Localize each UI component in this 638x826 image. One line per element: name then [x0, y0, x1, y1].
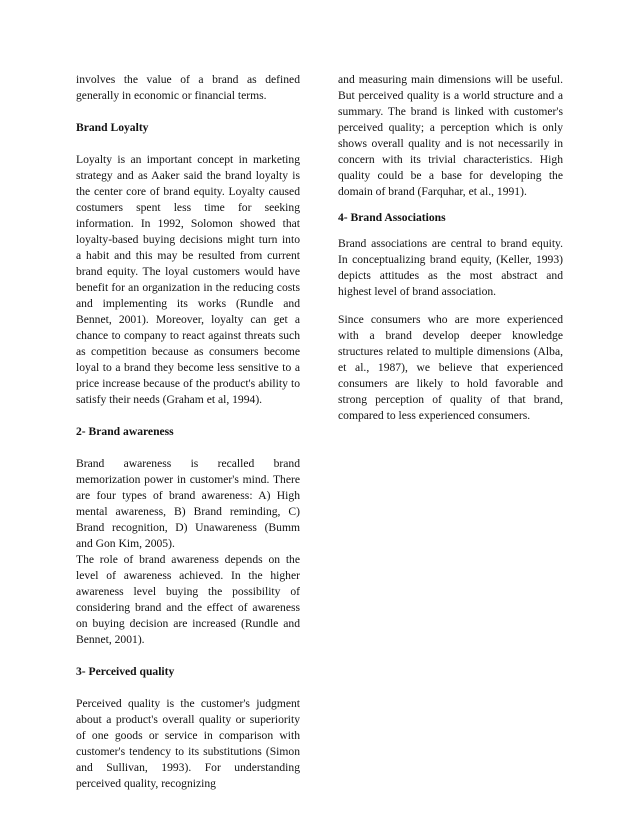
heading-brand-associations: 4- Brand Associations: [338, 211, 446, 224]
paragraph-perceived-quality: Perceived quality is the customer's judgment about a product's overall quality or superiority of one goods or service in comparison with customer's tendency to its substitutions (Simon and Sullivan, 1993). For understanding perceived quality, recognizing: [76, 697, 300, 790]
paragraph-quality-continued: and measuring main dimensions will be useful. But perceived quality is a world structure and a summary. The brand is linked with customer's perceived quality; a perception which is only shows overall quality and is not necessarily in concern with its trivial characteristics. High quality could be a base for developing the domain of brand (Farquhar, et al., 1991).: [338, 73, 563, 198]
heading-brand-loyalty: Brand Loyalty: [76, 121, 149, 134]
paragraph-brand-awareness-2: The role of brand awareness depends on the level of awareness achieved. In the higher awareness level buying the possibility of considering brand and the effect of awareness on buying decision are increased (Rundle and Bennet, 2001).: [76, 553, 300, 646]
heading-brand-awareness: 2- Brand awareness: [76, 425, 174, 438]
intro-paragraph: involves the value of a brand as defined generally in economic or financial terms.: [76, 73, 300, 102]
left-column: [76, 72, 300, 792]
right-column: [338, 72, 563, 424]
paragraph-brand-awareness-1: Brand awareness is recalled brand memorization power in customer's mind. There are four types of brand awareness: A) High mental awareness, B) Brand reminding, C) Brand recognition, D) Unawareness (Bumm and Gon Kim, 2005).: [76, 457, 300, 550]
paragraph-brand-loyalty: Loyalty is an important concept in marketing strategy and as Aaker said the brand loyalty is the center core of brand equity. Loyalty caused costumers spent less time for seeking information. In 1992, Solomon showed that loyalty-based buying decisions might turn into a habit and this may be resulted from current brand equity. The loyal customers would have benefit for an organization in the reducing costs and implementing its works (Rundle and Bennet, 2001). Moreover, loyalty can get a chance to company to react against threats such as competition because as consumers become loyal to a brand they become less sensitive to a price increase because of the product's ability to satisfy their needs (Graham et al, 1994).: [76, 153, 300, 406]
paragraph-brand-associations-2: Since consumers who are more experienced with a brand develop deeper knowledge structures related to multiple dimensions (Alba, et al., 1987), we believe that experienced consumers are likely to hold favorable and strong perception of quality of that brand, compared to less experienced consumers.: [338, 313, 563, 422]
paragraph-brand-associations-1: Brand associations are central to brand equity. In conceptualizing brand equity, (Keller, 1993) depicts attitudes as the most abstract and highest level of brand association.: [338, 237, 563, 298]
heading-perceived-quality: 3- Perceived quality: [76, 665, 175, 678]
